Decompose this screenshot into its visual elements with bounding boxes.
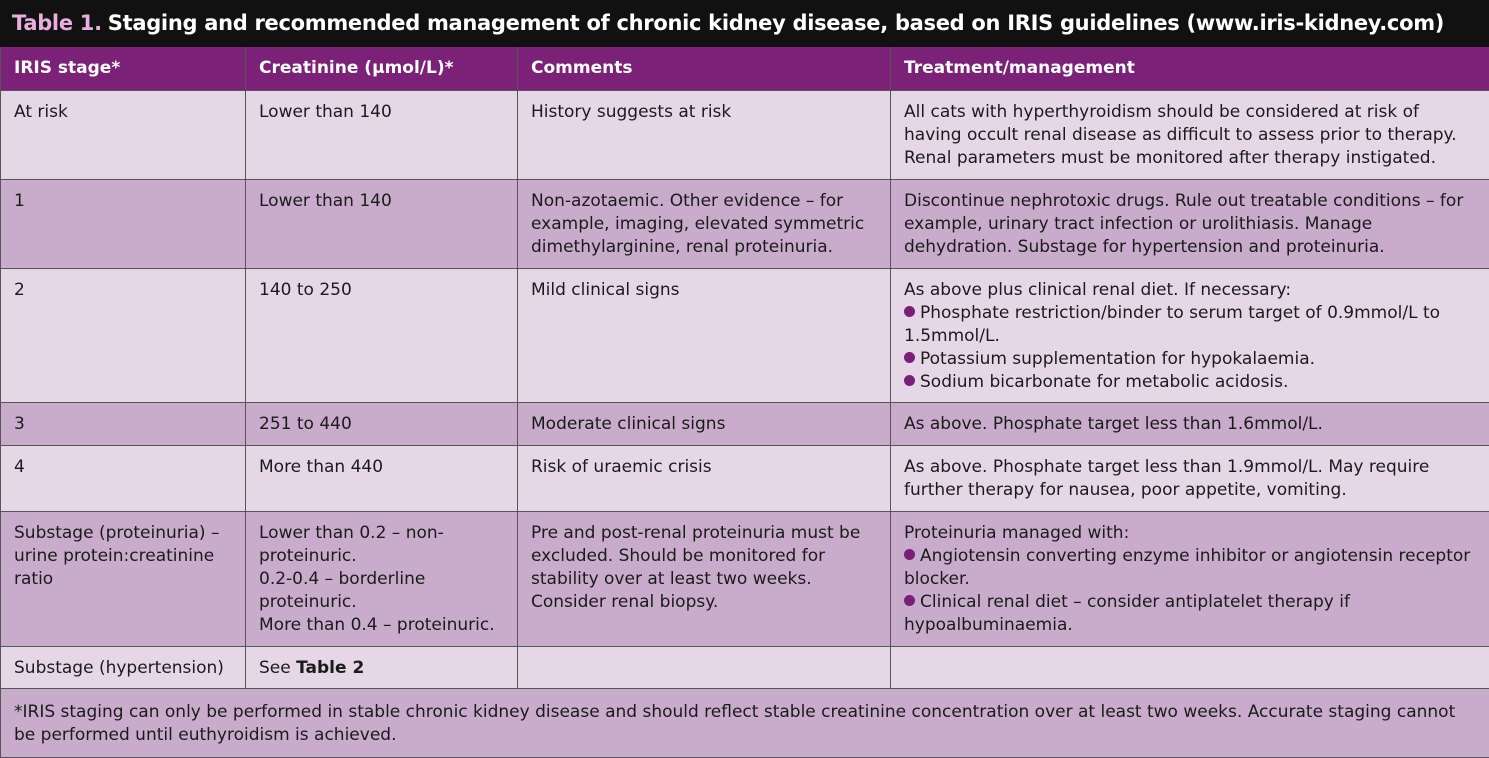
ckd-staging-table — [0, 47, 1489, 758]
table-row — [1, 269, 1489, 403]
cell-creatinine: Lower than 140 — [246, 91, 518, 180]
cell-comments — [518, 647, 891, 689]
table-number: Table 1. — [12, 11, 102, 35]
cell-treatment: As above. Phosphate target less than 1.9mmol/L. May require further therapy for nausea, poor appetite, vomiting. — [891, 446, 1489, 512]
header-comments: Comments — [518, 47, 891, 91]
table-row — [1, 647, 1489, 689]
cell-comments: History suggests at risk — [518, 91, 891, 180]
table-title-bar — [0, 0, 1489, 46]
cell-comments: Risk of uraemic crisis — [518, 446, 891, 512]
cell-treatment — [891, 512, 1489, 647]
cell-treatment: All cats with hyperthyroidism should be considered at risk of having occult renal disease as difficult to assess prior to therapy. Renal parameters must be monitored after therapy instigated. — [891, 91, 1489, 180]
creatinine-line: More than 0.4 – proteinuric. — [259, 614, 505, 637]
creatinine-line: Lower than 0.2 – non-proteinuric. — [259, 522, 505, 568]
bullet-icon — [904, 306, 915, 317]
cell-stage: 1 — [1, 180, 246, 269]
list-item: Angiotensin converting enzyme inhibitor or angiotensin receptor blocker. — [904, 545, 1477, 591]
cell-creatinine: 140 to 250 — [246, 269, 518, 403]
creatinine-line: 0.2-0.4 – borderline proteinuric. — [259, 568, 505, 614]
cell-comments: Mild clinical signs — [518, 269, 891, 403]
bullet-icon — [904, 549, 915, 560]
cell-treatment: Discontinue nephrotoxic drugs. Rule out treatable conditions – for example, urinary tract infection or urolithiasis. Manage dehydration. Substage for hypertension and proteinuria. — [891, 180, 1489, 269]
bullet-icon — [904, 595, 915, 606]
cell-stage: 4 — [1, 446, 246, 512]
bullet-icon — [904, 352, 915, 363]
table-row — [1, 512, 1489, 647]
table-row — [1, 446, 1489, 512]
cell-stage: 2 — [1, 269, 246, 403]
cell-creatinine: See Table 2 — [246, 647, 518, 689]
cell-treatment — [891, 647, 1489, 689]
cell-stage: Substage (hypertension) — [1, 647, 246, 689]
bullet-icon — [904, 375, 915, 386]
cell-stage: At risk — [1, 91, 246, 180]
cell-comments: Moderate clinical signs — [518, 403, 891, 446]
cell-stage: 3 — [1, 403, 246, 446]
list-item: Sodium bicarbonate for metabolic acidosis. — [904, 371, 1477, 394]
list-item: Potassium supplementation for hypokalaemia. — [904, 348, 1477, 371]
cell-creatinine — [246, 512, 518, 647]
treatment-intro: As above plus clinical renal diet. If necessary: — [904, 279, 1477, 302]
cell-comments: Pre and post-renal proteinuria must be excluded. Should be monitored for stability over at least two weeks. Consider renal biopsy. — [518, 512, 891, 647]
header-treatment: Treatment/management — [891, 47, 1489, 91]
table-row — [1, 403, 1489, 446]
cell-creatinine: More than 440 — [246, 446, 518, 512]
header-row — [1, 47, 1489, 91]
treatment-intro: Proteinuria managed with: — [904, 522, 1477, 545]
table-row — [1, 91, 1489, 180]
list-item: Clinical renal diet – consider antiplatelet therapy if hypoalbuminaemia. — [904, 591, 1477, 637]
table-caption: Staging and recommended management of chronic kidney disease, based on IRIS guidelines (www.iris-kidney.com) — [108, 11, 1444, 35]
table-2-reference: Table 2 — [296, 658, 364, 678]
table-title — [12, 11, 1444, 35]
list-item: Phosphate restriction/binder to serum target of 0.9mmol/L to 1.5mmol/L. — [904, 302, 1477, 348]
footnote-row — [1, 689, 1489, 758]
cell-treatment — [891, 269, 1489, 403]
cell-comments: Non-azotaemic. Other evidence – for example, imaging, elevated symmetric dimethylarginine, renal proteinuria. — [518, 180, 891, 269]
header-iris-stage: IRIS stage* — [1, 47, 246, 91]
cell-creatinine: 251 to 440 — [246, 403, 518, 446]
header-creatinine: Creatinine (µmol/L)* — [246, 47, 518, 91]
footnote: *IRIS staging can only be performed in stable chronic kidney disease and should reflect stable creatinine concentration over at least two weeks. Accurate staging cannot be performed until euthyroidism is achieved. — [1, 689, 1489, 758]
cell-treatment: As above. Phosphate target less than 1.6mmol/L. — [891, 403, 1489, 446]
cell-stage: Substage (proteinuria) – urine protein:creatinine ratio — [1, 512, 246, 647]
cell-creatinine: Lower than 140 — [246, 180, 518, 269]
table-row — [1, 180, 1489, 269]
